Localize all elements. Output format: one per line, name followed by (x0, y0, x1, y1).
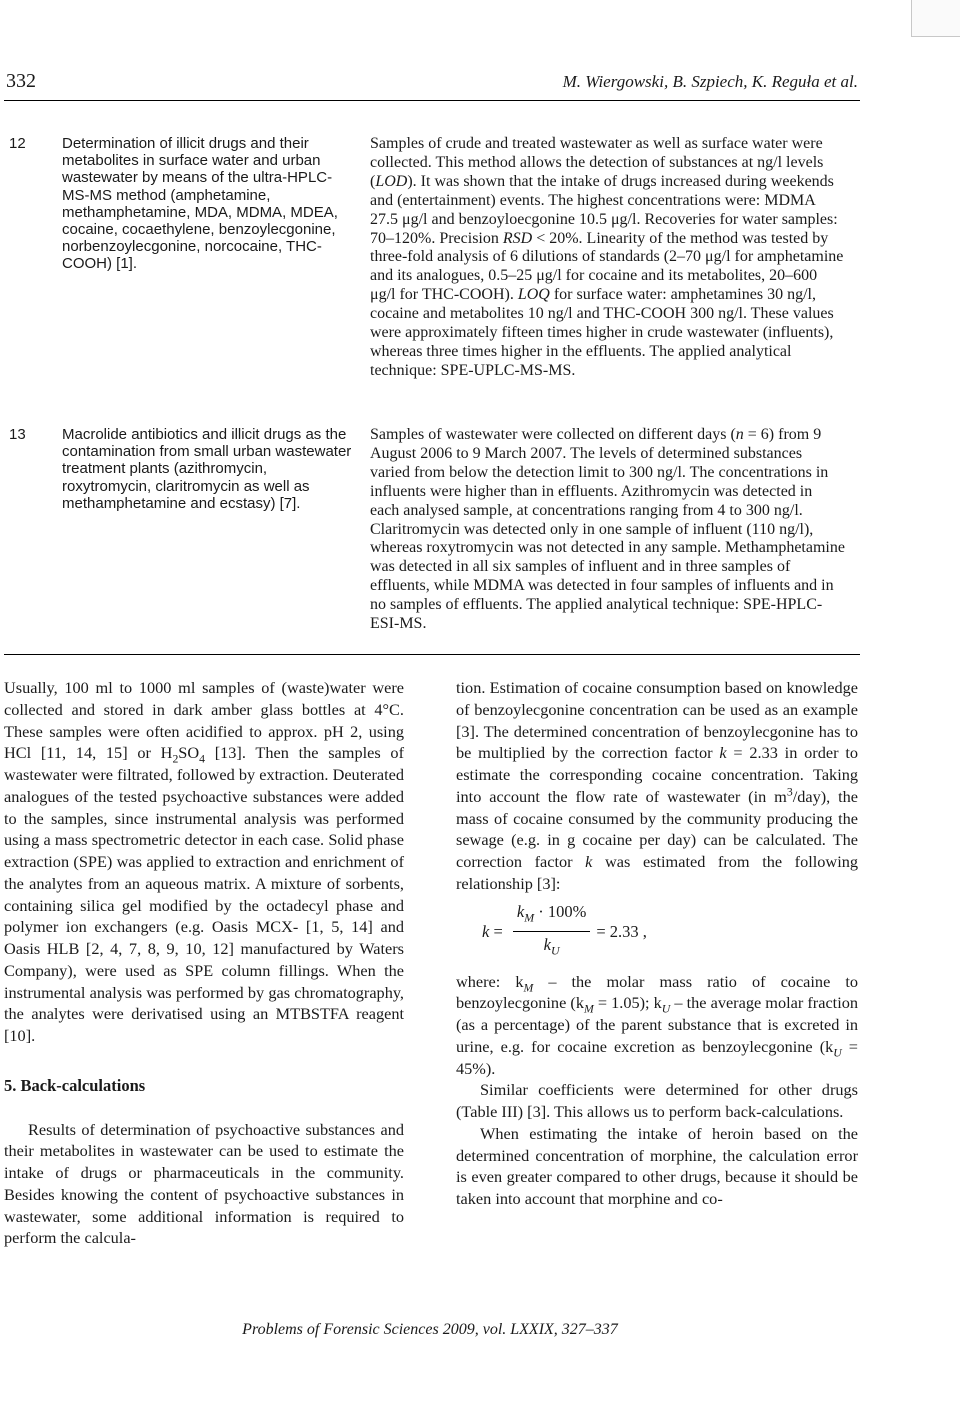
text-run: for surface water: amphetamines 30 ng/l, cocaine and metabolites 10 ng/l and THC-COOH 300 ng/l. These values were approximately fifteen times higher in crude wastewater (influents), whereas three times higher in the effluents. The applied analytical technique: SPE-UPLC-MS-MS. (370, 286, 834, 379)
table-row-description: Macrolide antibiotics and illicit drugs as the contamination from small urban wastewater treatment plants (azithromycin, roxytromycin, claritromycin as well as methamphetamine and ecstasy) [7]. (62, 426, 352, 512)
text-run: SO (178, 743, 200, 763)
table-row-description: Determination of illicit drugs and their metabolites in surface water and urban wastewater by means of the ultra-HPLC-MS-MS method (amphetamine, methamphetamine, MDA, MDMA, MDEA, cocaine, cocaethylene, benzoylecgonine, norbenzoylecgonine, norcocaine, THC-COOH) [1]. (62, 135, 338, 273)
text-run: When estimating the intake of heroin based on the determined concentration of morphine, the calculation error is even greater compared to other drugs, because it should be taken into account that morphine and co- (456, 1123, 858, 1208)
text-run: = 2.33 in order to estimate the corresponding cocaine concentration. Taking into account the flow rate of wastewater (in m (456, 743, 858, 806)
formula-result: = 2.33 , (596, 921, 647, 941)
formula-num-sub: M (524, 910, 535, 925)
text-run: – the molar mass ratio of cocaine to benzoylecgonine (k (456, 971, 859, 1013)
section-heading (4, 1075, 404, 1097)
text-run: where: k (456, 971, 524, 991)
text-run: = 1.05); k (593, 993, 662, 1013)
text-run: 3 (786, 785, 793, 799)
right-column (456, 677, 858, 1210)
text-run: k (719, 743, 727, 763)
text-run: M (523, 980, 534, 994)
formula-den-sub: U (551, 943, 560, 958)
text-run: 2 (172, 752, 179, 766)
page-number: 332 (6, 70, 36, 92)
text-run: Usually, 100 ml to 1000 ml samples of (waste)water were collected and stored in dark amber glass bottles at 4°C. These samples were often acidified to approx. pH 2, using HCl [11, 14, 15] or H (4, 678, 404, 763)
formula-denominator (544, 932, 560, 962)
text-run: ). It was shown that the intake of drugs increased during weekends and (entertainment) events. The highest concentrations were: MDMA 27.5 μg/l and benzoyloecgonine 10.5 μg/l. Recoveries for water samples: 70–120%. Precision (370, 172, 838, 247)
correction-factor-formula (456, 903, 858, 961)
text-run: Samples of wastewater were collected on different days ( (370, 426, 736, 443)
table-row-results (370, 135, 845, 381)
text-run: n (735, 426, 744, 443)
table-row-number: 12 (9, 135, 26, 152)
text-run: = 45%). (456, 1036, 858, 1078)
formula-fraction (513, 901, 590, 962)
text-run: < 20%. Linearity of the method was tested by three-fold analysis of 6 dilutions of standards (2–70 μg/l for amphetamine and its analogues, 0.5–25 μg/l for cocaine and its metabolites, 20–600 μg/l for THC-COOH). (370, 229, 844, 304)
left-column (4, 677, 404, 1249)
text-run: – the average molar fraction (as a percentage) of the parent substance that is excreted in urine, e.g. for cocaine excretion as benzoylecgonine (k (456, 993, 858, 1056)
formula-lhs: k (482, 921, 490, 941)
body-paragraph (456, 971, 858, 1080)
body-paragraph (456, 1123, 858, 1210)
text-run: tion. Estimation of cocaine consumption based on knowledge of benzoylecgonine concentration can be used as an example [3]. The determined concentration of benzoylecgonine has to be multiplied by the correction factor (456, 678, 858, 763)
header-rule (4, 100, 860, 101)
text-run: 4 (199, 752, 205, 766)
body-paragraph (4, 677, 404, 1047)
table-row-number: 13 (9, 426, 26, 443)
table-row-results (370, 426, 845, 634)
body-paragraph (4, 1119, 404, 1250)
text-run: M (583, 1002, 594, 1016)
journal-footer: Problems of Forensic Sciences 2009, vol. LXXIX, 327–337 (242, 1321, 618, 1338)
text-run: LOQ (517, 286, 550, 304)
table-bottom-rule (4, 654, 860, 655)
text-run: Samples of crude and treated wastewater as well as surface water were collected. This method allows the detection of substances at ng/l levels ( (370, 135, 824, 190)
text-run: 5. Back-calculations (4, 1075, 146, 1095)
formula-numerator (513, 901, 590, 932)
corner-box (911, 0, 960, 37)
text-run: k (585, 852, 593, 871)
formula-equals: = (489, 921, 507, 941)
text-run: Similar coefficients were determined for other drugs (Table III) [3]. This allows us to perform back-calculations. (456, 1080, 858, 1121)
text-run: Results of determination of psychoactive substances and their metabolites in wastewater can be used to estimate the intake of drugs or pharmaceuticals in the community. Besides knowing the content of psychoactive substances in wastewater, some additional information is required to perform the calcula- (4, 1119, 404, 1248)
formula-num-rest: · 100% (534, 901, 587, 921)
body-paragraph (456, 1079, 858, 1123)
text-run: [13]. Then the samples of wastewater were filtrated, followed by extraction. Deuterated analogues of the tested psychoactive substances were added to the samples, since instrumental analysis was performed using a mass spectrometric detector in each case. Solid phase extraction (SPE) was applied to extraction and enrichment of the analytes from an aqueous matrix. A mixture of sorbents, containing silica gel modified by the octadecyl phase and polymer ion exchangers (e.g. Oasis MCX- [1, 5, 14] and Oasis HLB [2, 4, 7, 8, 9, 10, 12] manufactured by Waters Company), were used as SPE column fillings. When the instrumental analysis was performed by gas chromatography, the analytes were derivatised using an MTBSTFA reagent [10]. (4, 743, 404, 1045)
body-paragraph (456, 677, 858, 895)
text-run: U (833, 1046, 842, 1059)
formula-den-var: k (543, 935, 551, 954)
text-run: /day), the mass of cocaine consumed by the community producing the sewage (e.g. in g cocaine per day) can be calculated. The correction factor (456, 786, 859, 871)
text-run: = 6) from 9 August 2006 to 9 March 2007. The levels of determined substances varied from below the detection limit to 300 ng/l. The concentrations in influents were higher than in effluents. Azithromycin was detected in each analysed sample, at concentrations ranging from 4 to 300 ng/l. Claritromycin was detected only in one sample of influent (110 ng/l), whereas roxytromycin was not detected in any sample. Methamphetamine was detected in all six samples of influent and in three samples of effluents, while MDMA was detected in four samples of influents and in no samples of effluents. The applied analytical technique: SPE-HPLC-ESI-MS. (370, 426, 845, 633)
running-header-authors: M. Wiergowski, B. Szpiech, K. Reguła et al. (562, 72, 858, 91)
formula-num-var: k (516, 901, 525, 921)
text-run: was estimated from the following relationship [3]: (456, 852, 858, 893)
text-run: RSD (502, 229, 533, 247)
text-run: LOD (375, 172, 408, 190)
text-run: U (661, 1002, 671, 1016)
